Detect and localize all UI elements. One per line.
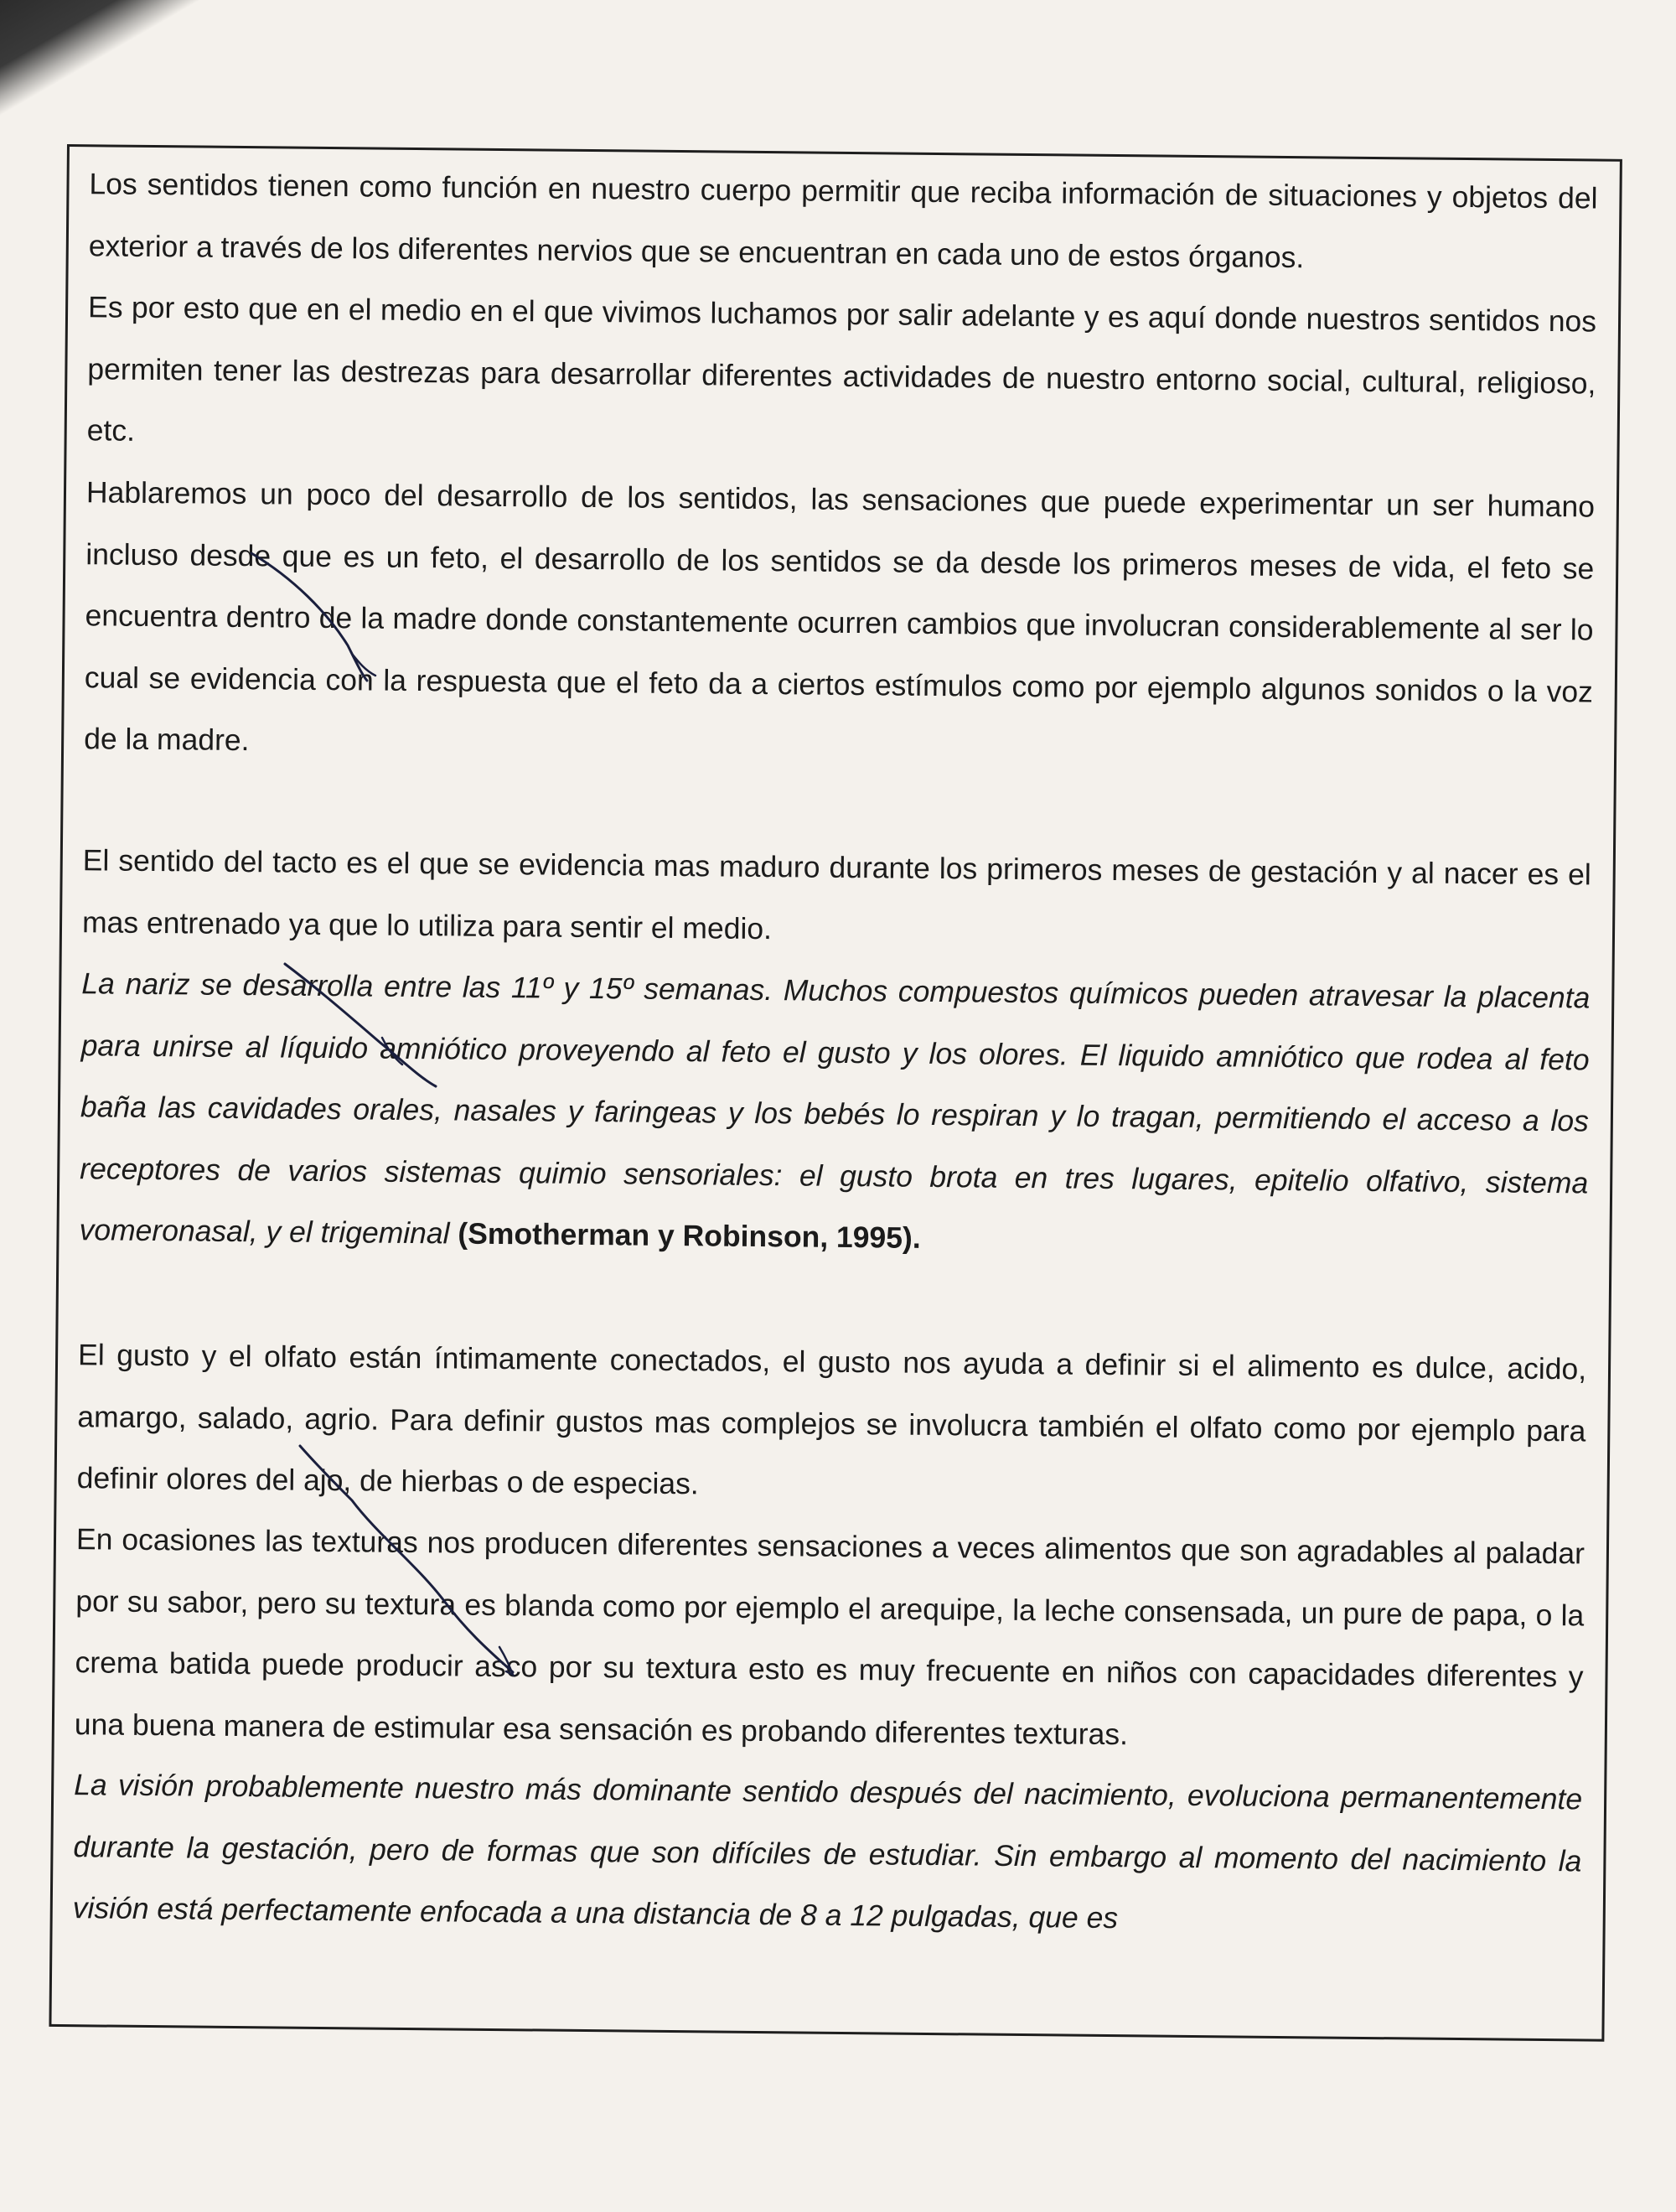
paragraph-environment: Es por esto que en el medio en el que vivimos luchamos por salir adelante y es aquí donde nuestros sentidos nos permiten tener las destrezas para desarrollar diferentes actividades de nuestro entorno social, cultural, religioso, etc.	[86, 290, 1597, 448]
paragraph-textures: En ocasiones las texturas nos producen diferentes sensaciones a veces alimentos que son agradables al paladar por su sabor, pero su textura es blanda como por ejemplo el arequipe, la leche consensada, un pure de papa, o la crema batida puede producir asco por su textura esto es muy frecuente en niños con capacidades diferentes y una buena manera de estimular esa sensación es probando diferentes texturas.	[74, 1522, 1585, 1751]
citation: (Smotherman y Robinson, 1995).	[458, 1216, 921, 1255]
smell-quote-text: La nariz se desarrolla entre las 11º y 15º semanas. Muchos compuestos químicos pueden atravesar la placenta para unirse al líquido amniótico proveyendo al feto el gusto y los olores. El liquido amniótico que rodea al feto baña las cavidades orales, nasales y faringeas y los bebés lo respiran y lo tragan, permitiendo el acceso a los receptores de varios sistemas quimio sensoriales: el gusto brota en tres lugares, epitelio olfativo, sistema vomeronasal, y el trigeminal	[79, 966, 1591, 1251]
paragraph-vision: La visión probablemente nuestro más dominante sentido después del nacimiento, evoluciona permanentemente durante la gestación, pero de formas que son difíciles de estudiar. Sin embargo al momento del nacimiento la visión está perfectamente enfocada a una distancia de 8 a 12 pulgadas, que es	[72, 1768, 1583, 1935]
text-frame	[49, 144, 1622, 2042]
paragraph-taste-smell: El gusto y el olfato están íntimamente conectados, el gusto nos ayuda a definir si el alimento es dulce, acido, amargo, salado, agrio. Para definir gustos mas complejos se involucra también el olfato como por ejemplo para definir olores del ajo, de hierbas o de especias.	[76, 1338, 1587, 1501]
page-corner-shadow	[0, 0, 251, 159]
paragraph-development: Hablaremos un poco del desarrollo de los sentidos, las sensaciones que puede experimentar un ser humano incluso desde que es un feto, el desarrollo de los sentidos se da desde los primeros meses de vida, el feto se encuentra dentro de la madre donde constantemente ocurren cambios que involucran considerablemente al ser lo cual se evidencia con la respuesta que el feto da a ciertos estímulos como por ejemplo algunos sonidos o la voz de la madre.	[84, 475, 1596, 758]
paragraph-smell-quote	[79, 953, 1590, 1276]
paragraph-senses-function: Los sentidos tienen como función en nuestro cuerpo permitir que reciba información de situaciones y objetos del exterior a través de los diferentes nervios que se encuentran en cada uno de estos órganos.	[88, 167, 1598, 274]
paragraph-touch: El sentido del tacto es el que se evidencia mas maduro durante los primeros meses de gestación y al nacer es el mas entrenado ya que lo utiliza para sentir el medio.	[81, 843, 1591, 945]
